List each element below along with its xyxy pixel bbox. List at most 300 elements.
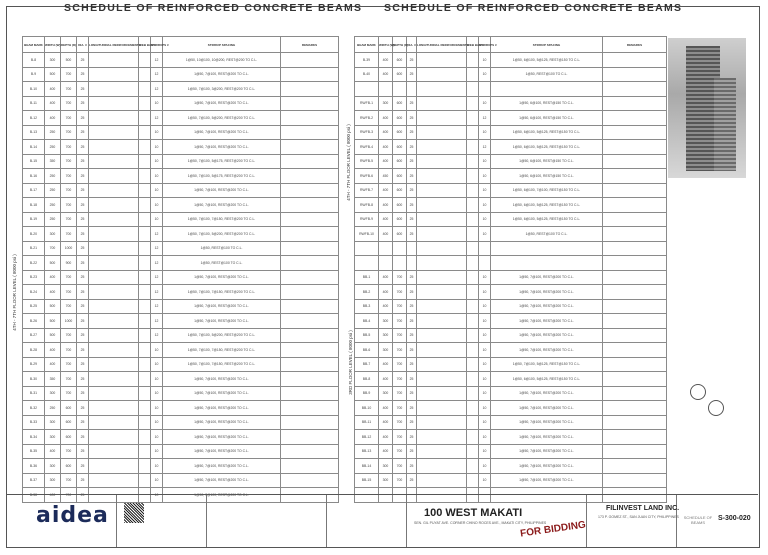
width-cell: 300 (45, 415, 61, 430)
remarks-cell (603, 328, 667, 343)
width-cell: 300 (45, 386, 61, 401)
width-cell: 500 (45, 299, 61, 314)
dia-cell: 25 (407, 96, 417, 111)
remarks-cell (603, 53, 667, 68)
web-bars-cell (467, 270, 479, 285)
depth-cell: 700 (393, 444, 407, 459)
stirrup-size-cell: 10 (151, 169, 163, 184)
table-row (355, 212, 667, 227)
depth-cell: 1000 (61, 314, 77, 329)
width-cell: 250 (45, 140, 61, 155)
remarks-cell (603, 82, 667, 97)
stirrup-size-cell: 10 (151, 372, 163, 387)
depth-cell: 700 (393, 357, 407, 372)
web-bars-cell (467, 372, 479, 387)
client-address: 173 P. GOMEZ ST., SAN JUAN CITY, PHILIPPINES (598, 515, 679, 519)
depth-cell: 700 (61, 328, 77, 343)
web-bars-cell (139, 314, 151, 329)
beam-mark-cell: B-34 (23, 430, 45, 445)
longitudinal-cell (417, 430, 467, 445)
table-row (355, 430, 667, 445)
stirrup-size-cell: 10 (151, 401, 163, 416)
stirrup-spacing-cell: 1@50, 7@100, 5@175, REST@200 TO C.L. (163, 154, 281, 169)
beam-mark-cell: B-32 (23, 401, 45, 416)
depth-cell: 700 (393, 473, 407, 488)
beam-mark-cell (355, 82, 379, 97)
longitudinal-cell (417, 53, 467, 68)
width-cell: 700 (45, 241, 61, 256)
depth-cell: 700 (61, 111, 77, 126)
stirrup-spacing-cell: 1@50, 7@100, REST@200 TO C.L. (491, 299, 603, 314)
web-bars-cell (139, 357, 151, 372)
stirrup-spacing-cell (491, 241, 603, 256)
dia-cell: 25 (77, 241, 89, 256)
dia-cell: 25 (77, 372, 89, 387)
remarks-cell (603, 227, 667, 242)
remarks-cell (281, 67, 339, 82)
beam-mark-cell: B-40 (355, 67, 379, 82)
dia-cell (407, 241, 417, 256)
stirrup-spacing-cell (491, 256, 603, 271)
stirrup-spacing-cell: 1@50, 7@100, REST@200 TO C.L. (163, 372, 281, 387)
depth-cell: 600 (393, 183, 407, 198)
header-longitudinal: LONGITUDINAL REINFORCEMENTS (417, 37, 467, 53)
stirrup-size-cell: 12 (151, 328, 163, 343)
stirrup-spacing-cell: 1@50, 7@100, REST@200 TO C.L. (163, 444, 281, 459)
dia-cell: 25 (407, 154, 417, 169)
depth-cell: 700 (393, 299, 407, 314)
stirrup-size-cell: 10 (479, 183, 491, 198)
stirrup-spacing-cell: 1@50, 6@100, REST@150 TO C.L. (491, 111, 603, 126)
width-cell: 400 (379, 140, 393, 155)
stirrup-size-cell: 12 (479, 140, 491, 155)
remarks-cell (603, 430, 667, 445)
header-stirrup-spacing: STIRRUP SPACING (163, 37, 281, 53)
remarks-cell (603, 198, 667, 213)
depth-cell: 700 (61, 67, 77, 82)
beam-mark-cell: B-35 (23, 444, 45, 459)
table-row (355, 227, 667, 242)
depth-cell: 600 (393, 125, 407, 140)
header-depth: DEPTH (D) (393, 37, 407, 53)
stirrup-spacing-cell: 1@50, 7@100, REST@200 TO C.L. (163, 140, 281, 155)
width-cell: 400 (379, 154, 393, 169)
stirrup-size-cell: 10 (151, 357, 163, 372)
table-row (355, 357, 667, 372)
depth-cell: 700 (61, 473, 77, 488)
stirrup-size-cell: 10 (479, 357, 491, 372)
longitudinal-cell (89, 169, 139, 184)
beam-mark-cell: BB-3 (355, 299, 379, 314)
stirrup-size-cell: 12 (151, 256, 163, 271)
remarks-cell (603, 285, 667, 300)
beam-mark-cell: BB-10 (355, 401, 379, 416)
web-bars-cell (139, 473, 151, 488)
stirrup-size-cell: 10 (479, 372, 491, 387)
remarks-cell (603, 111, 667, 126)
longitudinal-cell (417, 96, 467, 111)
depth-cell: 700 (61, 125, 77, 140)
stirrup-spacing-cell: 1@50, 7@100, REST@200 TO C.L. (163, 198, 281, 213)
table-row (23, 270, 339, 285)
table-row (355, 82, 667, 97)
longitudinal-cell (89, 444, 139, 459)
stirrup-size-cell: 10 (151, 488, 163, 503)
dia-cell: 25 (407, 473, 417, 488)
web-bars-cell (139, 256, 151, 271)
beam-mark-cell: BB-2 (355, 285, 379, 300)
table-row (355, 415, 667, 430)
stirrup-size-cell: 10 (151, 212, 163, 227)
width-cell: 400 (379, 125, 393, 140)
depth-cell: 700 (61, 285, 77, 300)
dia-cell: 25 (407, 328, 417, 343)
stirrup-size-cell: 10 (151, 459, 163, 474)
table-row (23, 256, 339, 271)
stirrup-size-cell: 12 (151, 67, 163, 82)
web-bars-cell (467, 82, 479, 97)
longitudinal-cell (89, 241, 139, 256)
longitudinal-cell (417, 372, 467, 387)
width-cell: 400 (379, 357, 393, 372)
width-cell: 400 (45, 444, 61, 459)
table-row (23, 111, 339, 126)
dia-cell: 25 (77, 328, 89, 343)
right-beam-schedule (354, 36, 667, 503)
beam-mark-cell: BB-1 (355, 270, 379, 285)
longitudinal-cell (417, 183, 467, 198)
depth-cell: 600 (393, 169, 407, 184)
stirrup-spacing-cell: 1@50, 7@100, 7@150, REST@200 TO C.L. (163, 212, 281, 227)
stirrup-spacing-cell: 1@50, 6@100, REST@150 TO C.L. (491, 154, 603, 169)
stirrup-spacing-cell: 1@50, 7@100, REST@200 TO C.L. (491, 430, 603, 445)
depth-cell (393, 256, 407, 271)
stirrup-size-cell: 10 (479, 343, 491, 358)
longitudinal-cell (89, 67, 139, 82)
width-cell: 500 (45, 256, 61, 271)
remarks-cell (281, 82, 339, 97)
remarks-cell (281, 256, 339, 271)
longitudinal-cell (89, 299, 139, 314)
web-bars-cell (139, 372, 151, 387)
beam-mark-cell: B-30 (23, 372, 45, 387)
table-row (23, 125, 339, 140)
dia-cell: 25 (77, 473, 89, 488)
table-row (355, 198, 667, 213)
dia-cell: 25 (77, 125, 89, 140)
beam-mark-cell: RWFB-9 (355, 212, 379, 227)
dia-cell: 25 (77, 169, 89, 184)
dia-cell (407, 256, 417, 271)
web-bars-cell (467, 357, 479, 372)
dia-cell: 25 (407, 183, 417, 198)
dia-cell: 25 (407, 67, 417, 82)
width-cell: 400 (379, 285, 393, 300)
longitudinal-cell (417, 415, 467, 430)
web-bars-cell (139, 401, 151, 416)
table-row (355, 328, 667, 343)
dia-cell: 25 (77, 357, 89, 372)
remarks-cell (603, 270, 667, 285)
dia-cell: 25 (407, 212, 417, 227)
stirrup-size-cell: 10 (479, 53, 491, 68)
remarks-cell (281, 227, 339, 242)
width-cell: 250 (45, 125, 61, 140)
header-width: WIDTH (W) (45, 37, 61, 53)
header-beam-mark: BEAM MARK (23, 37, 45, 53)
remarks-cell (603, 67, 667, 82)
width-cell: 300 (45, 53, 61, 68)
width-cell: 400 (379, 430, 393, 445)
width-cell: 400 (45, 357, 61, 372)
table-row (23, 372, 339, 387)
table-row (23, 227, 339, 242)
beam-mark-cell: B-9 (23, 67, 45, 82)
web-bars-cell (139, 96, 151, 111)
beam-mark-cell: B-20 (23, 227, 45, 242)
table-row (355, 169, 667, 184)
sheet-number: S-300-020 (718, 515, 751, 522)
stirrup-size-cell: 10 (479, 212, 491, 227)
web-bars-cell (139, 198, 151, 213)
remarks-cell (603, 473, 667, 488)
remarks-cell (603, 299, 667, 314)
stirrup-spacing-cell: 1@50, 6@100, 5@125, REST@150 TO C.L. (491, 198, 603, 213)
web-bars-cell (139, 430, 151, 445)
web-bars-cell (467, 285, 479, 300)
remarks-cell (281, 285, 339, 300)
stirrup-spacing-cell: 1@50, 7@100, REST@200 TO C.L. (491, 386, 603, 401)
remarks-cell (603, 343, 667, 358)
depth-cell: 600 (61, 415, 77, 430)
left-schedule-title: SCHEDULE OF REINFORCED CONCRETE BEAMS (64, 2, 363, 14)
table-row (355, 459, 667, 474)
web-bars-cell (139, 183, 151, 198)
longitudinal-cell (89, 111, 139, 126)
header-web-bars: WEB BARS (467, 37, 479, 53)
web-bars-cell (467, 299, 479, 314)
dia-cell: 25 (77, 212, 89, 227)
stirrup-size-cell: 10 (479, 299, 491, 314)
table-row (355, 67, 667, 82)
dia-cell: 25 (407, 343, 417, 358)
depth-cell: 700 (61, 386, 77, 401)
longitudinal-cell (417, 285, 467, 300)
table-row (355, 401, 667, 416)
remarks-cell (281, 53, 339, 68)
remarks-cell (281, 198, 339, 213)
beam-mark-cell: BB-13 (355, 444, 379, 459)
depth-cell: 700 (61, 444, 77, 459)
depth-cell: 600 (393, 227, 407, 242)
width-cell: 400 (379, 198, 393, 213)
width-cell: 300 (45, 459, 61, 474)
longitudinal-cell (417, 169, 467, 184)
header-web-bars: WEB BARS (139, 37, 151, 53)
table-row (355, 140, 667, 155)
stirrup-size-cell: 10 (479, 415, 491, 430)
web-bars-cell (467, 415, 479, 430)
approval-seal-icon (690, 384, 706, 400)
beam-mark-cell: RWFB-8 (355, 198, 379, 213)
right-floor-label-bottom: 3RD FLOOR LEVEL ( 8000 psi ) (347, 330, 353, 395)
width-cell: 400 (45, 343, 61, 358)
stirrup-size-cell: 10 (479, 198, 491, 213)
table-row (355, 111, 667, 126)
beam-mark-cell: B-19 (23, 212, 45, 227)
remarks-cell (281, 343, 339, 358)
web-bars-cell (467, 401, 479, 416)
beam-mark-cell: B-17 (23, 183, 45, 198)
remarks-cell (281, 386, 339, 401)
web-bars-cell (139, 111, 151, 126)
dia-cell: 25 (77, 299, 89, 314)
beam-mark-cell (355, 256, 379, 271)
table-row (355, 96, 667, 111)
dia-cell: 25 (77, 459, 89, 474)
stirrup-size-cell: 12 (151, 241, 163, 256)
dia-cell: 25 (407, 401, 417, 416)
width-cell: 250 (45, 169, 61, 184)
header-remarks: REMARKS (603, 37, 667, 53)
table-row (355, 386, 667, 401)
remarks-cell (281, 444, 339, 459)
depth-cell: 700 (61, 270, 77, 285)
consultant-panel (206, 495, 327, 547)
table-row (355, 444, 667, 459)
stirrup-size-cell: 10 (479, 285, 491, 300)
dia-cell: 25 (407, 111, 417, 126)
width-cell: 400 (379, 227, 393, 242)
remarks-cell (603, 256, 667, 271)
stirrup-size-cell (479, 241, 491, 256)
beam-mark-cell: B-15 (23, 154, 45, 169)
remarks-cell (603, 96, 667, 111)
project-name: 100 WEST MAKATI (424, 507, 523, 519)
width-cell: 300 (379, 386, 393, 401)
longitudinal-cell (417, 314, 467, 329)
table-row (23, 386, 339, 401)
web-bars-cell (467, 444, 479, 459)
width-cell: 400 (379, 53, 393, 68)
longitudinal-cell (417, 67, 467, 82)
beam-mark-cell: RWFB-4 (355, 140, 379, 155)
longitudinal-cell (417, 227, 467, 242)
remarks-cell (603, 183, 667, 198)
remarks-cell (603, 314, 667, 329)
dia-cell: 25 (77, 82, 89, 97)
header-stirrup-spacing: STIRRUP SPACING (491, 37, 603, 53)
right-schedule-title: SCHEDULE OF REINFORCED CONCRETE BEAMS (384, 2, 683, 14)
width-cell: 300 (379, 328, 393, 343)
stirrup-spacing-cell: 1@50, 7@100, REST@200 TO C.L. (491, 415, 603, 430)
dia-cell: 25 (77, 111, 89, 126)
dia-cell: 25 (77, 415, 89, 430)
stirrup-spacing-cell: 1@50, 6@100, REST@150 TO C.L. (491, 169, 603, 184)
dia-cell: 25 (407, 430, 417, 445)
table-row (355, 256, 667, 271)
width-cell (379, 82, 393, 97)
depth-cell: 600 (393, 53, 407, 68)
dia-cell (407, 82, 417, 97)
depth-cell: 600 (393, 154, 407, 169)
depth-cell: 700 (61, 198, 77, 213)
stirrup-spacing-cell: 1@50, 7@100, REST@200 TO C.L. (163, 473, 281, 488)
stirrup-size-cell: 12 (151, 299, 163, 314)
remarks-cell (281, 372, 339, 387)
stirrup-spacing-cell: 1@50, 7@100, 5@200, REST@200 TO C.L. (163, 328, 281, 343)
web-bars-cell (467, 314, 479, 329)
width-cell: 300 (379, 473, 393, 488)
web-bars-cell (139, 285, 151, 300)
web-bars-cell (139, 444, 151, 459)
web-bars-cell (467, 67, 479, 82)
stirrup-size-cell: 10 (151, 198, 163, 213)
table-row (23, 53, 339, 68)
table-row (355, 473, 667, 488)
table-row (23, 67, 339, 82)
stirrup-spacing-cell: 1@50, 7@100, REST@200 TO C.L. (163, 415, 281, 430)
stirrup-spacing-cell: 1@50, 6@100, 5@125, REST@150 TO C.L. (491, 53, 603, 68)
beam-mark-cell: B-26 (23, 314, 45, 329)
web-bars-cell (139, 270, 151, 285)
table-row (355, 299, 667, 314)
beam-mark-cell: B-38 (23, 488, 45, 503)
stirrup-spacing-cell: 1@50, 7@100, REST@200 TO C.L. (491, 285, 603, 300)
web-bars-cell (139, 67, 151, 82)
drawing-title: SCHEDULE OF BEAMS (683, 515, 713, 525)
table-row (23, 357, 339, 372)
table-row (355, 270, 667, 285)
left-beam-schedule (22, 36, 339, 503)
width-cell: 400 (379, 401, 393, 416)
longitudinal-cell (89, 357, 139, 372)
dia-cell: 25 (77, 444, 89, 459)
width-cell: 400 (45, 111, 61, 126)
header-dia: DIA. # (77, 37, 89, 53)
dia-cell: 25 (77, 314, 89, 329)
table-row (23, 169, 339, 184)
stirrup-spacing-cell: 1@50, 7@100, REST@200 TO C.L. (163, 299, 281, 314)
width-cell: 250 (45, 183, 61, 198)
longitudinal-cell (417, 125, 467, 140)
dia-cell: 25 (77, 488, 89, 503)
web-bars-cell (139, 125, 151, 140)
longitudinal-cell (89, 53, 139, 68)
longitudinal-cell (89, 328, 139, 343)
header-remarks: REMARKS (281, 37, 339, 53)
stirrup-spacing-cell: 1@50, 6@100, REST@150 TO C.L. (491, 96, 603, 111)
beam-mark-cell: RWFB-3 (355, 125, 379, 140)
depth-cell: 700 (393, 343, 407, 358)
stirrup-size-cell: 10 (151, 154, 163, 169)
remarks-cell (281, 270, 339, 285)
web-bars-cell (467, 430, 479, 445)
dia-cell: 25 (407, 357, 417, 372)
depth-cell: 1000 (61, 241, 77, 256)
stirrup-spacing-cell: 1@50, 7@100, REST@200 TO C.L. (163, 459, 281, 474)
longitudinal-cell (89, 140, 139, 155)
header-beam-mark: BEAM MARK (355, 37, 379, 53)
stirrup-spacing-cell: 1@50, 7@100, 5@200, REST@200 TO C.L. (163, 227, 281, 242)
depth-cell: 700 (61, 169, 77, 184)
table-row (355, 241, 667, 256)
stirrup-size-cell: 10 (479, 125, 491, 140)
stirrup-size-cell: 10 (479, 473, 491, 488)
table-row (23, 285, 339, 300)
beam-mark-cell: B-23 (23, 270, 45, 285)
depth-cell: 700 (393, 386, 407, 401)
